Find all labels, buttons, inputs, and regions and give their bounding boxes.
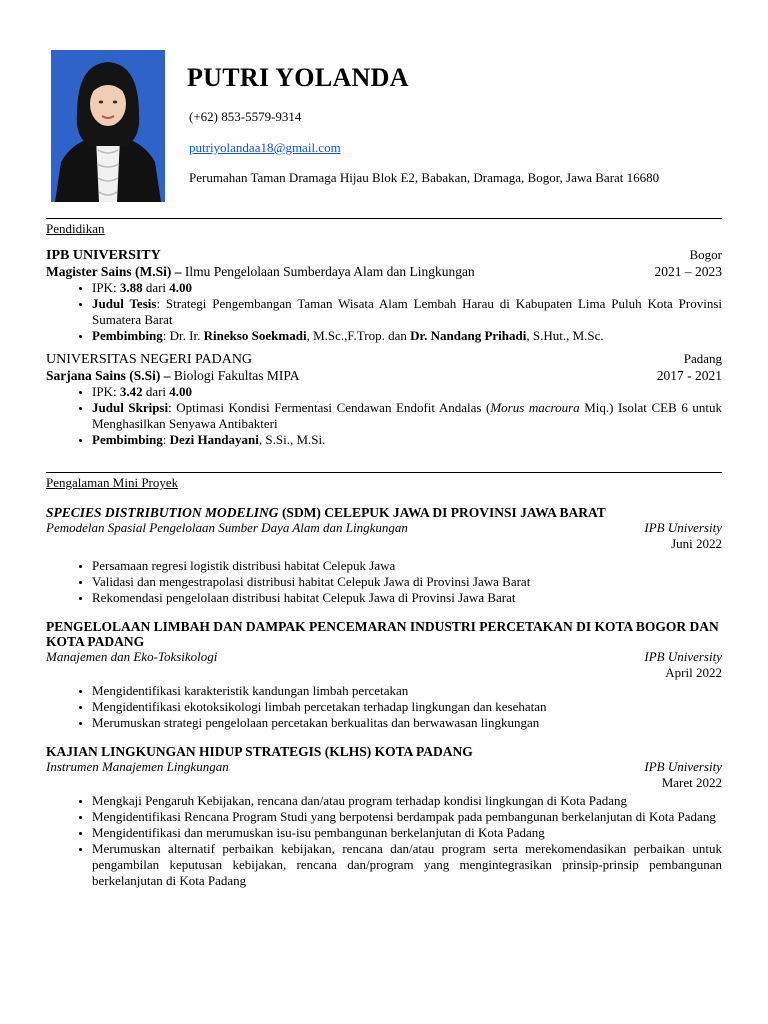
phone-number: (+62) 853-5579-9314 [189,109,302,124]
section-title-education: Pendidikan [46,221,105,236]
species-name: Morus macroura [490,400,580,415]
education-details [46,280,722,344]
degree-line: Sarjana Sains (S.Si) – Biologi Fakultas MIPA [46,368,300,383]
project-bullet: • Merumuskan alternatif perbaikan kebijakan, rencana dan/atau program serta merekomendasikan perbaikan untuk pengambilan keputusan kebijakan, rencana dan/program yang mengintegrasikan prinsip-prinsip pembangunan berkelanjutan di Kota Padang [92,841,722,889]
project-entry [46,619,722,731]
projects-section [46,472,722,889]
project-entry [46,505,722,606]
project-date: Juni 2022 [671,536,722,551]
degree-major: Biologi Fakultas MIPA [173,368,300,383]
project-bullet: • Validasi dan mengestrapolasi distribusi habitat Celepuk Jawa di Provinsi Jawa Barat [92,574,722,590]
degree-title: Sarjana Sains (S.Si) [46,368,161,383]
project-date: April 2022 [665,665,722,680]
degree-title: Magister Sains (M.Si) [46,264,172,279]
institution-name: IPB UNIVERSITY [46,248,161,263]
portrait-image [51,50,165,202]
project-bullet: • Mengkaji Pengaruh Kebijakan, rencana dan/atau program terhadap kondisi lingkungan di Kota Padang [92,793,722,809]
advisor-item: • Pembimbing: Dezi Handayani, S.Si., M.Si. [92,432,722,448]
project-subtitle-row [46,759,722,775]
degree-major: Ilmu Pengelolaan Sumberdaya Alam dan Lingkungan [184,264,475,279]
project-subtitle: Instrumen Manajemen Lingkungan [46,759,229,774]
project-bullets [46,683,722,731]
project-bullet: • Merumuskan strategi pengelolaan percetakan berkualitas dan berwawasan lingkungan [92,715,722,731]
email-link[interactable]: putriyolandaa18@gmail.com [189,140,341,155]
gpa-item: • IPK: 3.42 dari 4.00 [92,384,722,400]
education-details [46,384,722,448]
project-bullets [46,793,722,889]
project-entry [46,744,722,889]
project-organization: IPB University [644,520,722,535]
gpa-item: • IPK: 3.88 dari 4.00 [92,280,722,296]
project-title: KAJIAN LINGKUNGAN HIDUP STRATEGIS (KLHS) KOTA PADANG [46,744,473,759]
institution-location: Bogor [689,247,722,262]
project-bullet: • Rekomendasi pengelolaan distribusi habitat Celepuk Jawa di Provinsi Jawa Barat [92,590,722,606]
candidate-name: PUTRI YOLANDA [187,63,409,92]
project-bullet: • Mengidentifikasi karakteristik kandungan limbah percetakan [92,683,722,699]
institution-location: Padang [683,351,722,366]
gpa-max: 4.00 [169,280,193,295]
thesis-item: • Judul Tesis: Strategi Pengembangan Taman Wisata Alam Lembah Harau di Kabupaten Lima Puluh Kota Provinsi Sumatera Barat [92,296,722,328]
project-subtitle-row [46,520,722,536]
section-title-projects: Pengalaman Mini Proyek [46,475,179,490]
project-bullets [46,558,722,606]
degree-years: 2021 – 2023 [654,264,722,279]
project-title: SPECIES DISTRIBUTION MODELING (SDM) CELEPUK JAWA DI PROVINSI JAWA BARAT [46,505,606,520]
project-bullet: • Mengidentifikasi Rencana Program Studi yang berpotensi berdampak pada pembangunan berkelanjutan di Kota Padang [92,809,722,825]
project-date: Maret 2022 [661,775,722,790]
education-entry-unp [46,351,722,448]
resume-page [46,0,722,1024]
project-subtitle: Pemodelan Spasial Pengelolaan Sumber Daya Alam dan Lingkungan [46,520,408,535]
project-bullet: • Mengidentifikasi dan merumuskan isu-isu pembangunan berkelanjutan di Kota Padang [92,825,722,841]
education-section [46,218,722,448]
thesis-title: : Strategi Pengembangan Taman Wisata Alam Lembah Harau di Kabupaten Lima Puluh Kota Provinsi Sumatera Barat [92,296,722,327]
degree-years: 2017 - 2021 [656,368,722,383]
project-subtitle: Manajemen dan Eko-Toksikologi [46,649,218,664]
education-entry-ipb [46,247,722,344]
gpa-max: 4.00 [169,384,193,399]
project-organization: IPB University [644,649,722,664]
project-organization: IPB University [644,759,722,774]
thesis-item: • Judul Skripsi: Optimasi Kondisi Fermentasi Cendawan Endofit Andalas (Morus macroura Miq.) Isolat CEB 6 untuk Menghasilkan Senyawa Antibakteri [92,400,722,432]
institution-name: UNIVERSITAS NEGERI PADANG [46,352,253,367]
profile-photo [51,50,165,202]
advisor-item: • Pembimbing: Dr. Ir. Rinekso Soekmadi, M.Sc.,F.Trop. dan Dr. Nandang Prihadi, S.Hut., M.Sc. [92,328,722,344]
home-address: Perumahan Taman Dramaga Hijau Blok E2, Babakan, Dramaga, Bogor, Jawa Barat 16680 [189,170,660,185]
project-bullet: • Persamaan regresi logistik distribusi habitat Celepuk Jawa [92,558,722,574]
gpa-value: 3.42 [119,384,143,399]
project-subtitle-row [46,649,722,665]
project-title: PENGELOLAAN LIMBAH DAN DAMPAK PENCEMARAN INDUSTRI PERCETAKAN DI KOTA BOGOR DAN KOTA PADANG [46,619,719,649]
degree-line: Magister Sains (M.Si) – Ilmu Pengelolaan Sumberdaya Alam dan Lingkungan [46,264,475,279]
project-bullet: • Mengidentifikasi ekotoksikologi limbah percetakan terhadap lingkungan dan kesehatan [92,699,722,715]
gpa-value: 3.88 [119,280,143,295]
